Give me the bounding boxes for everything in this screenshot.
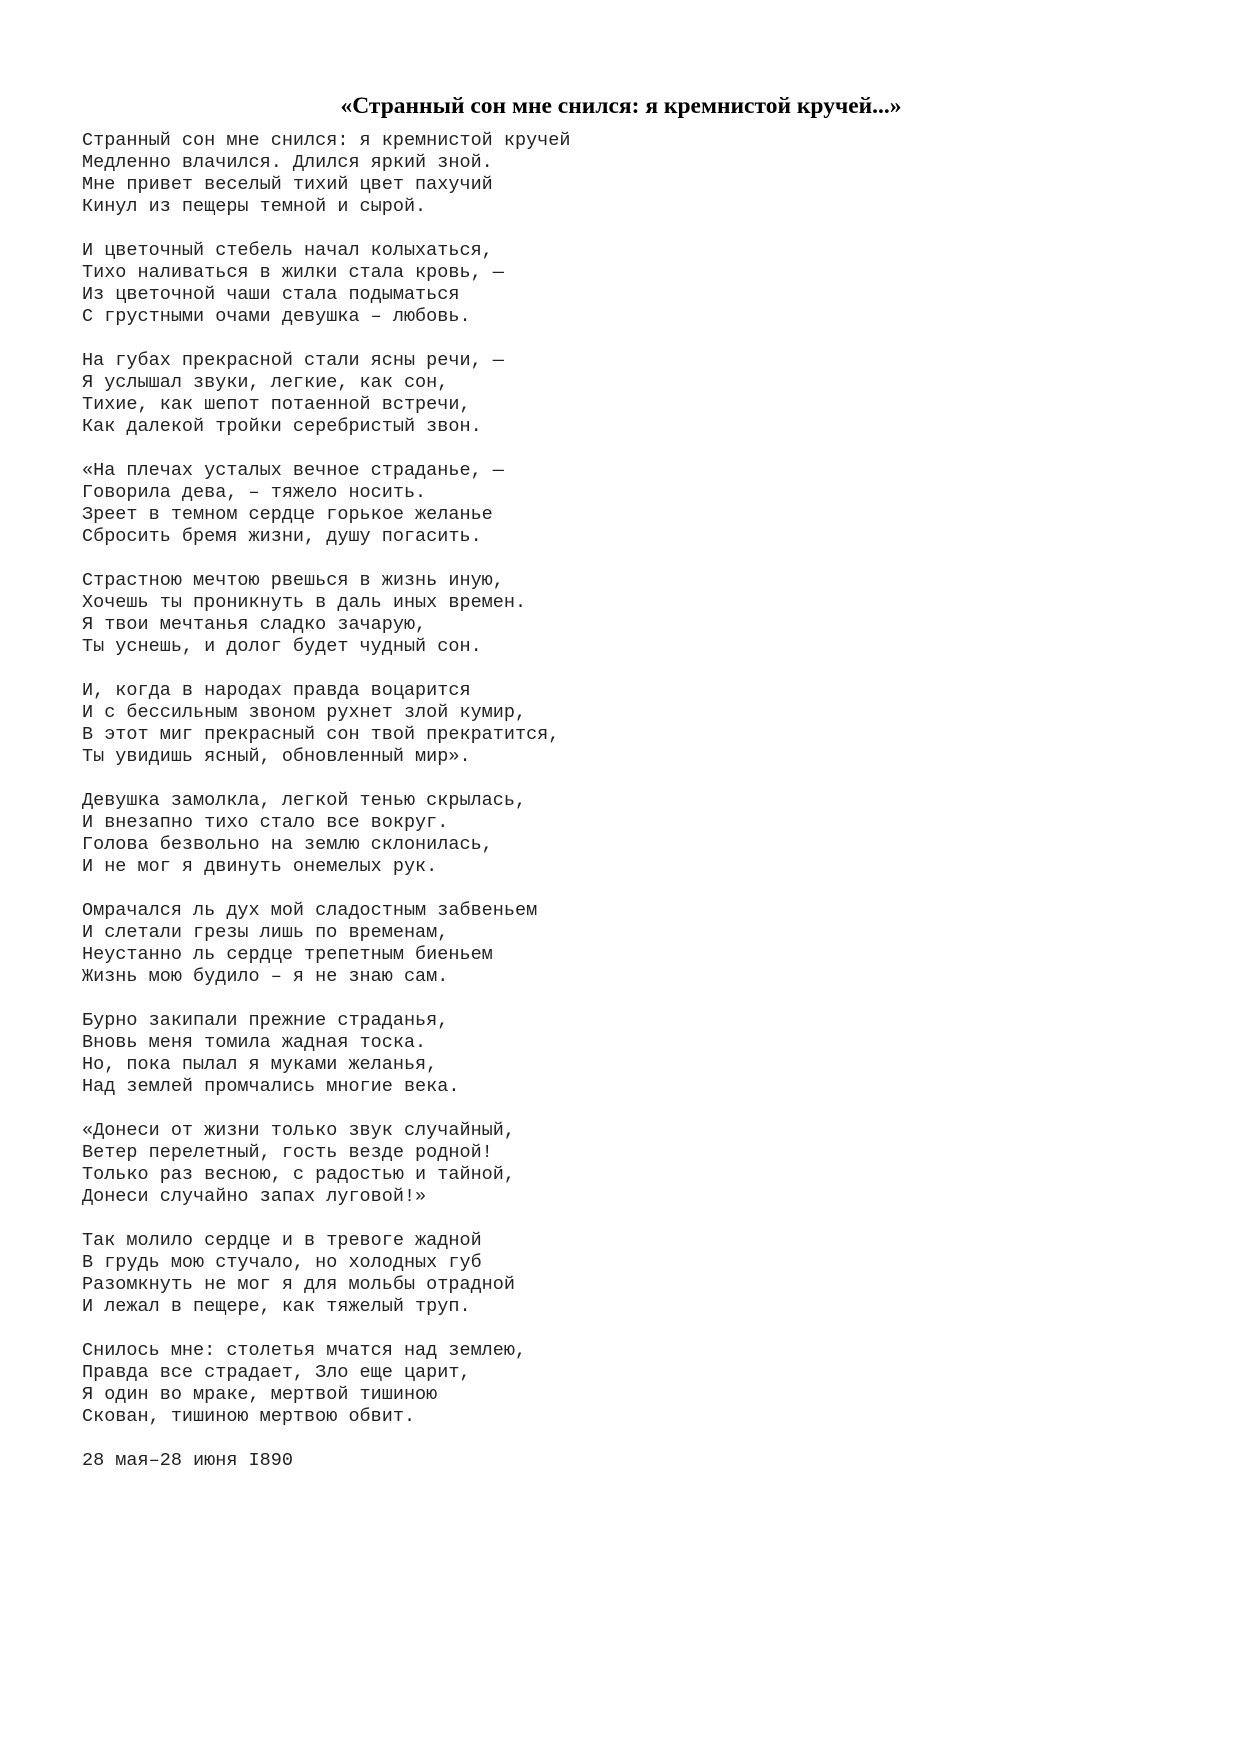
poem-line: И, когда в народах правда воцарится xyxy=(82,680,471,701)
poem-line: В грудь мою стучало, но холодных губ xyxy=(82,1252,482,1273)
poem-line: И не мог я двинуть онемелых рук. xyxy=(82,856,438,877)
stanza xyxy=(82,1010,1182,1098)
poem-line: Разомкнуть не мог я для мольбы отрадной xyxy=(82,1274,515,1295)
poem-line: Кинул из пещеры темной и сырой. xyxy=(82,196,427,217)
poem-line: «На плечах усталых вечное страданье, — xyxy=(82,460,504,481)
poem-line: И лежал в пещере, как тяжелый труп. xyxy=(82,1296,471,1317)
poem-line: Я один во мраке, мертвой тишиною xyxy=(82,1384,438,1405)
poem-line: Но, пока пылал я муками желанья, xyxy=(82,1054,438,1075)
poem-line: На губах прекрасной стали ясны речи, — xyxy=(82,350,504,371)
poem-line: Как далекой тройки серебристый звон. xyxy=(82,416,482,437)
poem-line: Ты увидишь ясный, обновленный мир». xyxy=(82,746,471,767)
poem-line: И цветочный стебель начал колыхаться, xyxy=(82,240,493,261)
poem-line: Сбросить бремя жизни, душу погасить. xyxy=(82,526,482,547)
stanza xyxy=(82,130,1182,218)
stanza xyxy=(82,790,1182,878)
poem-line: Я услышал звуки, легкие, как сон, xyxy=(82,372,449,393)
poem-line: Жизнь мою будило – я не знаю сам. xyxy=(82,966,449,987)
poem-line: Страстною мечтою рвешься в жизнь иную, xyxy=(82,570,504,591)
poem-title: «Странный сон мне снился: я кремнистой кручей...» xyxy=(340,93,902,119)
poem-date: 28 мая–28 июня I890 xyxy=(82,1450,293,1471)
poem-line: Правда все страдает, Зло еще царит, xyxy=(82,1362,471,1383)
poem-line: Девушка замолкла, легкой тенью скрылась, xyxy=(82,790,527,811)
poem-line: Говорила дева, – тяжело носить. xyxy=(82,482,427,503)
poem-line: Донеси случайно запах луговой!» xyxy=(82,1186,427,1207)
poem-line: Над землей промчались многие века. xyxy=(82,1076,460,1097)
stanza xyxy=(82,1120,1182,1208)
stanza xyxy=(82,1230,1182,1318)
poem-line: Ветер перелетный, гость везде родной! xyxy=(82,1142,493,1163)
poem-line: Из цветочной чаши стала подыматься xyxy=(82,284,460,305)
poem-line: И с бессильным звоном рухнет злой кумир, xyxy=(82,702,527,723)
poem-line: Ты уснешь, и долог будет чудный сон. xyxy=(82,636,482,657)
poem-line: «Донеси от жизни только звук случайный, xyxy=(82,1120,515,1141)
stanza xyxy=(82,680,1182,768)
poem-line: Я твои мечтанья сладко зачарую, xyxy=(82,614,427,635)
poem-line: Омрачался ль дух мой сладостным забвеньем xyxy=(82,900,538,921)
poem-line: Странный сон мне снился: я кремнистой кручей xyxy=(82,130,571,151)
stanza xyxy=(82,240,1182,328)
stanza xyxy=(82,570,1182,658)
poem-line: Бурно закипали прежние страданья, xyxy=(82,1010,449,1031)
poem-line: Зреет в темном сердце горькое желанье xyxy=(82,504,493,525)
poem-line: Хочешь ты проникнуть в даль иных времен. xyxy=(82,592,527,613)
poem-line: С грустными очами девушка – любовь. xyxy=(82,306,471,327)
poem-line: Тихие, как шепот потаенной встречи, xyxy=(82,394,471,415)
stanza xyxy=(82,900,1182,988)
poem-line: Голова безвольно на землю склонилась, xyxy=(82,834,493,855)
stanza xyxy=(82,460,1182,548)
poem-line: Мне привет веселый тихий цвет пахучий xyxy=(82,174,493,195)
stanza xyxy=(82,1340,1182,1428)
poem-line: И слетали грезы лишь по временам, xyxy=(82,922,449,943)
poem-line: И внезапно тихо стало все вокруг. xyxy=(82,812,449,833)
stanza xyxy=(82,350,1182,438)
poem-line: Только раз весною, с радостью и тайной, xyxy=(82,1164,515,1185)
poem-line: В этот миг прекрасный сон твой прекратится, xyxy=(82,724,560,745)
poem-line: Тихо наливаться в жилки стала кровь, — xyxy=(82,262,504,283)
poem-body xyxy=(82,130,1182,1472)
poem-line: Так молило сердце и в тревоге жадной xyxy=(82,1230,482,1251)
poem-line: Снилось мне: столетья мчатся над землею, xyxy=(82,1340,527,1361)
poem-line: Медленно влачился. Длился яркий зной. xyxy=(82,152,493,173)
poem-line: Вновь меня томила жадная тоска. xyxy=(82,1032,427,1053)
poem-line: Неустанно ль сердце трепетным биеньем xyxy=(82,944,493,965)
poem-line: Скован, тишиною мертвою обвит. xyxy=(82,1406,416,1427)
